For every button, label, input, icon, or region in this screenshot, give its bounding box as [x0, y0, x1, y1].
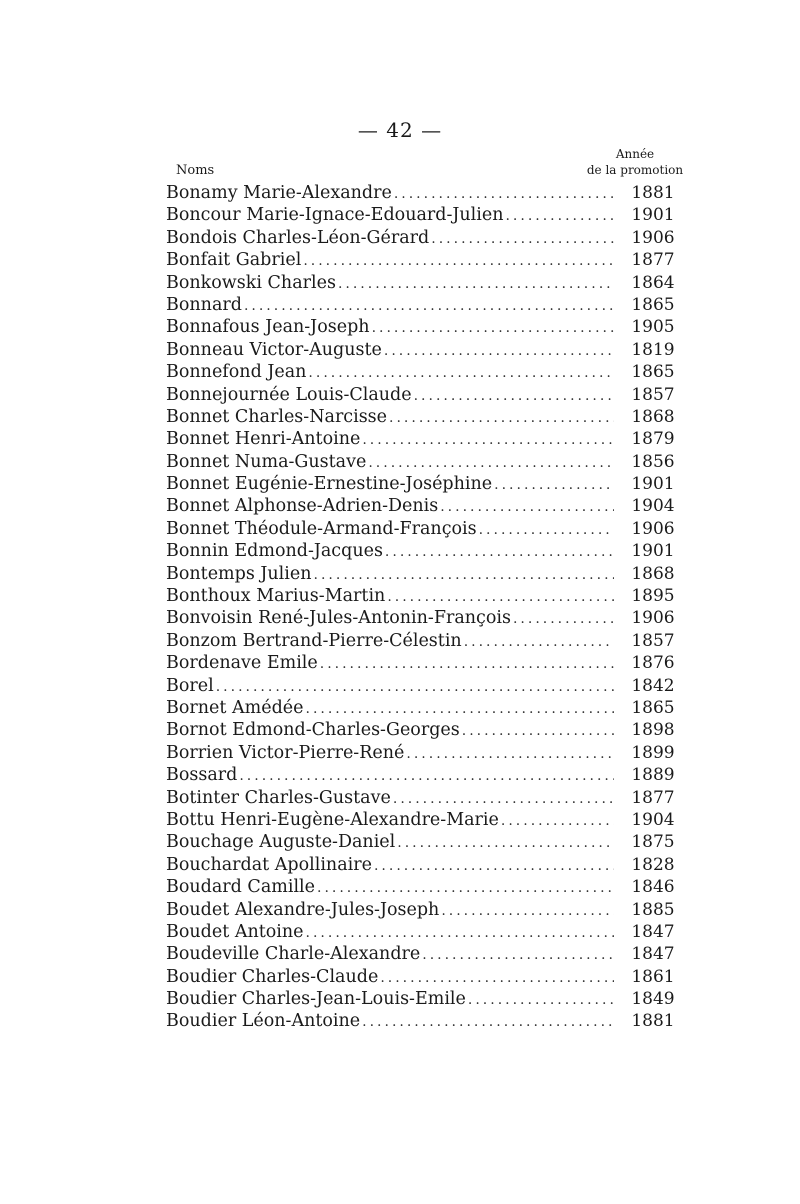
list-item: [166, 831, 686, 853]
column-header-year-line1: Année: [615, 147, 655, 161]
entry-year: 1849: [631, 989, 675, 1010]
dot-leader: [385, 541, 614, 563]
dot-leader: [338, 273, 614, 295]
list-item: [166, 652, 686, 674]
list-item: [166, 675, 686, 697]
list-item: [166, 384, 686, 406]
dot-leader: [362, 429, 614, 451]
entry-year: 1901: [631, 474, 675, 495]
list-item: [166, 899, 686, 921]
dot-leader: [372, 317, 614, 339]
entry-year: 1901: [631, 205, 675, 226]
column-header-year-line2: de la promotion: [586, 163, 684, 177]
dot-leader: [387, 586, 614, 608]
list-item: [166, 787, 686, 809]
dot-leader: [501, 810, 614, 832]
entry-name: Bouchardat Apollinaire: [166, 854, 372, 875]
list-item: [166, 585, 686, 607]
dot-leader: [468, 989, 614, 1011]
entry-name: Bonvoisin René-Jules-Antonin-François: [166, 608, 511, 629]
list-item: [166, 540, 686, 562]
list-item: [166, 719, 686, 741]
entry-year: 1895: [631, 586, 675, 607]
list-item: [166, 473, 686, 495]
entry-name: Bonneau Victor-Auguste: [166, 339, 382, 360]
dot-leader: [494, 474, 614, 496]
list-item: [166, 249, 686, 271]
entry-name: Bonfait Gabriel: [166, 250, 302, 271]
entry-name: Boudier Léon-Antoine: [166, 1011, 361, 1032]
entry-year: 1865: [631, 697, 675, 718]
entry-name: Bonthoux Marius-Martin: [166, 586, 386, 607]
dot-leader: [306, 922, 614, 944]
column-header-names: Noms: [176, 163, 215, 178]
entry-year: 1898: [631, 720, 675, 741]
list-item: [166, 428, 686, 450]
page-number: — 42 —: [357, 118, 443, 142]
entry-name: Bonnet Alphonse-Adrien-Denis: [166, 496, 439, 517]
entry-name: Bonnard: [166, 294, 242, 315]
dot-leader: [317, 877, 614, 899]
list-item: [166, 966, 686, 988]
entry-year: 1876: [631, 653, 675, 674]
list-item: [166, 563, 686, 585]
entry-year: 1875: [631, 832, 675, 853]
entry-name: Boudard Camille: [166, 877, 315, 898]
list-item: [166, 227, 686, 249]
entry-year: 1879: [631, 429, 675, 450]
entry-name: Bonamy Marie-Alexandre: [166, 183, 392, 203]
entry-name: Bonnin Edmond-Jacques: [166, 541, 383, 562]
entry-name: Boudier Charles-Claude: [166, 966, 379, 987]
entry-name: Bossard: [166, 765, 238, 786]
entry-year: 1868: [631, 406, 675, 427]
list-item: [166, 876, 686, 898]
dot-leader: [239, 765, 614, 787]
list-item: [166, 988, 686, 1010]
entry-name: Bouchage Auguste-Daniel: [166, 832, 396, 853]
entry-name: Boudet Alexandre-Jules-Joseph: [166, 899, 440, 920]
entry-year: 1899: [631, 742, 675, 763]
dot-leader: [320, 653, 614, 675]
entry-year: 1906: [631, 227, 675, 248]
list-item: [166, 764, 686, 786]
entry-year: 1865: [631, 294, 675, 315]
list-item: [166, 272, 686, 294]
entry-name: Bonnefond Jean: [166, 362, 307, 383]
list-item: [166, 182, 686, 204]
entry-name: Bonzom Bertrand-Pierre-Célestin: [166, 630, 462, 651]
entry-year: 1865: [631, 362, 675, 383]
entry-name: Botinter Charles-Gustave: [166, 787, 391, 808]
entry-name: Bonnet Charles-Narcisse: [166, 406, 388, 427]
entry-year: 1856: [631, 451, 675, 472]
list-item: [166, 742, 686, 764]
entry-name: Bonnejournée Louis-Claude: [166, 384, 412, 405]
dot-leader: [314, 564, 614, 586]
entry-year: 1828: [631, 854, 675, 875]
entry-year: 1847: [631, 944, 675, 965]
dot-leader: [362, 1011, 614, 1033]
entry-name: Boudier Charles-Jean-Louis-Emile: [166, 989, 466, 1010]
entry-name: Bontemps Julien: [166, 563, 312, 584]
entry-year: 1904: [631, 809, 675, 830]
entry-year: 1885: [631, 899, 675, 920]
dot-leader: [479, 519, 614, 541]
entry-name: Boudeville Charle-Alexandre: [166, 944, 421, 965]
dot-leader: [384, 340, 614, 362]
dot-leader: [414, 385, 614, 407]
dot-leader: [513, 608, 614, 630]
list-item: [166, 943, 686, 965]
list-item: [166, 339, 686, 361]
entry-year: 1877: [631, 787, 675, 808]
list-item: [166, 204, 686, 226]
entry-year: 1904: [631, 496, 675, 517]
entry-year: 1905: [631, 317, 675, 338]
dot-leader: [368, 452, 614, 474]
entry-name: Boudet Antoine: [166, 921, 304, 942]
entry-name: Bonnet Théodule-Armand-François: [166, 518, 477, 539]
entry-name: Bornot Edmond-Charles-Georges: [166, 720, 460, 741]
list-item: [166, 854, 686, 876]
entry-name: Bornet Amédée: [166, 697, 304, 718]
dot-leader: [216, 676, 614, 698]
list-item: [166, 316, 686, 338]
dot-leader: [441, 900, 614, 922]
entry-year: 1868: [631, 563, 675, 584]
list-item: [166, 518, 686, 540]
entry-year: 1857: [631, 384, 675, 405]
entry-name: Bondois Charles-Léon-Gérard: [166, 227, 430, 248]
promotion-list: [166, 182, 686, 1033]
list-item: [166, 406, 686, 428]
dot-leader: [374, 855, 614, 877]
entry-year: 1906: [631, 608, 675, 629]
entry-year: 1861: [631, 966, 675, 987]
dot-leader: [303, 250, 614, 272]
entry-name: Bonnet Henri-Antoine: [166, 429, 361, 450]
entry-year: 1906: [631, 518, 675, 539]
entry-name: Bordenave Emile: [166, 653, 318, 674]
dot-leader: [406, 743, 614, 765]
dot-leader: [397, 832, 614, 854]
list-item: [166, 361, 686, 383]
entry-year: 1881: [631, 1011, 675, 1032]
entry-year: 1847: [631, 921, 675, 942]
entry-name: Boncour Marie-Ignace-Edouard-Julien: [166, 205, 504, 226]
entry-name: Borrien Victor-Pierre-René: [166, 742, 405, 763]
dot-leader: [389, 407, 614, 429]
list-item: [166, 630, 686, 652]
entry-name: Borel: [166, 675, 214, 696]
dot-leader: [244, 295, 614, 317]
entry-name: Bonnet Numa-Gustave: [166, 451, 367, 472]
list-item: [166, 1010, 686, 1032]
list-item: [166, 809, 686, 831]
entry-name: Bonnafous Jean-Joseph: [166, 317, 370, 338]
dot-leader: [464, 631, 614, 653]
list-item: [166, 921, 686, 943]
entry-year: 1889: [631, 765, 675, 786]
dot-leader: [394, 183, 614, 205]
dot-leader: [462, 720, 614, 742]
list-item: [166, 697, 686, 719]
dot-leader: [440, 496, 614, 518]
column-header-year: [570, 146, 700, 178]
dot-leader: [431, 228, 614, 250]
entry-year: 1857: [631, 630, 675, 651]
entry-year: 1819: [631, 339, 675, 360]
entry-name: Bonnet Eugénie-Ernestine-Joséphine: [166, 474, 493, 495]
dot-leader: [306, 698, 615, 720]
dot-leader: [393, 788, 614, 810]
dot-leader: [380, 967, 614, 989]
entry-year: 1901: [631, 541, 675, 562]
dot-leader: [308, 362, 614, 384]
entry-year: 1846: [631, 877, 675, 898]
dot-leader: [505, 205, 614, 227]
list-item: [166, 451, 686, 473]
list-item: [166, 294, 686, 316]
entry-year: 1864: [631, 272, 675, 293]
list-item: [166, 495, 686, 517]
entry-name: Bottu Henri-Eugène-Alexandre-Marie: [166, 809, 499, 830]
list-item: [166, 607, 686, 629]
entry-name: Bonkowski Charles: [166, 272, 336, 293]
entry-year: 1842: [631, 675, 675, 696]
entry-year: 1881: [631, 183, 675, 203]
entry-year: 1877: [631, 250, 675, 271]
dot-leader: [422, 944, 614, 966]
